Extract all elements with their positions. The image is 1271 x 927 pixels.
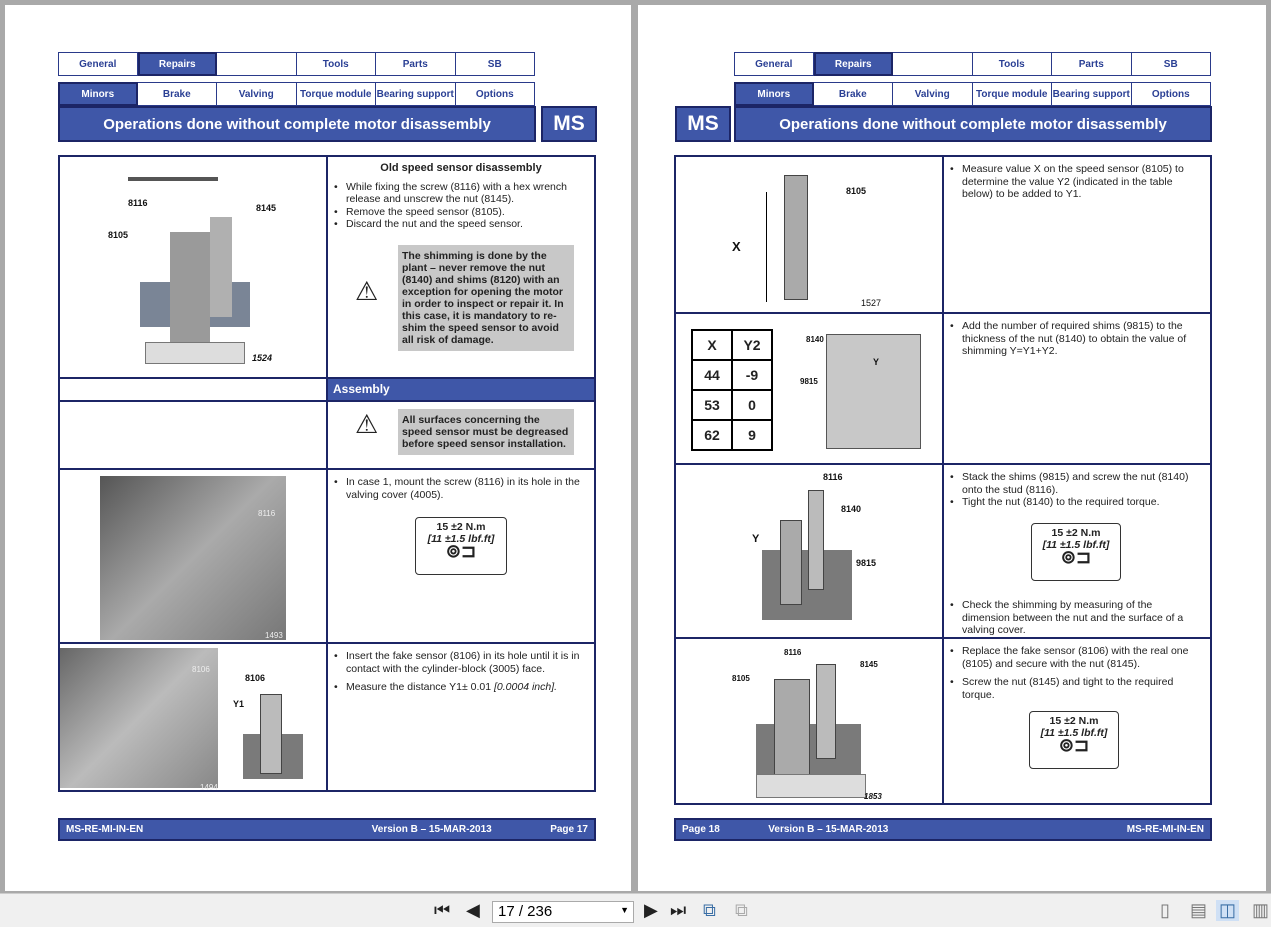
step: • Check the shimming by measuring of the dimension between the nut and the surface of a valving cover. — [950, 599, 1202, 637]
figure-number: 1524 — [252, 353, 273, 363]
tab-repairs[interactable]: Repairs — [814, 52, 894, 76]
table-header: Y2 — [732, 330, 772, 360]
torque-spec — [1031, 523, 1121, 581]
page-footer — [674, 818, 1212, 841]
figure-cell-4 — [674, 637, 944, 805]
tab-general[interactable]: General — [734, 52, 814, 76]
table-cell: 44 — [692, 360, 732, 390]
callout-8106: 8106 — [192, 665, 210, 674]
step-text: Measure the distance Y1± 0.01 — [346, 681, 492, 693]
base-drawing — [756, 774, 866, 798]
torque-value: 15 ±2 N.m — [1049, 715, 1099, 727]
text-cell-2 — [326, 400, 596, 470]
warning-note: The shimming is done by the plant – never remove the nut (8140) and shims (8120) with an exception for opening the motor in order to inspect or repair it. In this case, it is mandatory to re-shim the speed sensor to avoid all risk of damage. — [398, 245, 574, 351]
figure-cell-1 — [58, 155, 328, 379]
figure-number: 1527 — [861, 298, 882, 308]
doc-code: MS-RE-MI-IN-EN — [66, 824, 144, 835]
shim-table — [691, 329, 773, 451]
warning-hand-icon: ⚠ — [355, 276, 379, 306]
page-title: Operations done without complete motor disassembly — [734, 106, 1212, 142]
two-page-continuous-icon[interactable]: ▥ — [1252, 900, 1270, 920]
step: • Discard the nut and the speed sensor. — [334, 218, 586, 231]
tab-empty — [217, 52, 297, 76]
tab-parts[interactable]: Parts — [1052, 52, 1132, 76]
wrench-icon: ⊚⊐ — [1060, 547, 1092, 567]
step-unit: [0.0004 inch]. — [494, 681, 558, 693]
callout-8145: 8145 — [860, 660, 878, 669]
screw-drawing — [210, 217, 232, 317]
continuous-view-icon[interactable]: ▤ — [1190, 900, 1208, 920]
two-page-view-icon[interactable]: ◫ — [1216, 900, 1239, 921]
right-page — [638, 5, 1266, 891]
warning-note: All surfaces concerning the speed sensor must be degreased before speed sensor installation. — [398, 409, 574, 455]
tab-minors[interactable]: Minors — [58, 82, 138, 106]
step: • In case 1, mount the screw (8116) in its hole in the valving cover (4005). — [334, 476, 586, 501]
tab-torque-module[interactable]: Torque module — [973, 82, 1053, 106]
figure-number: 1853 — [864, 792, 882, 801]
figure-number: 1494 — [200, 783, 218, 792]
tab-valving[interactable]: Valving — [893, 82, 973, 106]
next-page-icon[interactable]: ▶ — [644, 900, 658, 920]
callout-8116: 8116 — [258, 509, 276, 518]
tab-brake[interactable]: Brake — [138, 82, 218, 106]
torque-value: 15 ±2 N.m — [436, 521, 486, 533]
text-cell-4 — [326, 642, 596, 792]
step: • Screw the nut (8145) and tight to the required torque. — [950, 676, 1202, 701]
callout-8105: 8105 — [108, 230, 129, 240]
wrench-icon: ⊚⊐ — [1058, 735, 1090, 755]
figure-cell-2 — [674, 312, 944, 465]
section-badge: MS — [675, 106, 731, 142]
tab-options[interactable]: Options — [456, 82, 536, 106]
plate-drawing — [762, 550, 852, 620]
tab-sb[interactable]: SB — [456, 52, 536, 76]
page-title: Operations done without complete motor disassembly — [58, 106, 536, 142]
wrench-icon: ⊚⊐ — [445, 541, 477, 561]
dropdown-arrow-icon[interactable]: ▼ — [620, 905, 629, 915]
nav-row-2 — [58, 82, 535, 106]
table-header: X — [692, 330, 732, 360]
fake-sensor-drawing — [260, 694, 282, 774]
hex-wrench-drawing — [128, 177, 218, 181]
callout-8140: 8140 — [841, 504, 862, 514]
step: • Measure value X on the speed sensor (8105) to determine the value Y2 (indicated in the table below) to be added to Y1. — [950, 163, 1202, 201]
tab-sb[interactable]: SB — [1132, 52, 1212, 76]
text-cell-1 — [942, 155, 1212, 314]
go-forward-icon[interactable]: ⧉ — [735, 900, 748, 920]
valving-cover-photo — [100, 476, 286, 640]
text-cell-2 — [942, 312, 1212, 465]
tab-valving[interactable]: Valving — [217, 82, 297, 106]
empty-cell — [58, 400, 328, 470]
tab-empty — [893, 52, 973, 76]
torque-spec — [415, 517, 507, 575]
callout-8145: 8145 — [256, 203, 277, 213]
callout-8116: 8116 — [128, 198, 148, 208]
table-cell: 53 — [692, 390, 732, 420]
dimension-y: Y — [873, 357, 880, 367]
torque-value: 15 ±2 N.m — [1051, 527, 1101, 539]
assembly-header: Assembly — [326, 377, 596, 402]
doc-version: Version B – 15-MAR-2013 — [371, 824, 492, 835]
torque-spec — [1029, 711, 1119, 769]
stud-drawing — [808, 490, 824, 590]
base-drawing — [145, 342, 245, 364]
left-page — [5, 5, 631, 891]
figure-cell-1 — [674, 155, 944, 314]
text-cell-1 — [326, 155, 596, 379]
step: • Add the number of required shims (9815) to the thickness of the nut (8140) to obtain the value of shimming Y=Y1+Y2. — [950, 320, 1202, 358]
last-page-icon[interactable]: ⏭ — [670, 900, 687, 920]
go-back-icon[interactable]: ⧉ — [703, 900, 716, 920]
step: • Tight the nut (8140) to the required torque. — [950, 496, 1202, 509]
page-number: Page 17 — [550, 824, 588, 835]
empty-cell — [58, 377, 328, 402]
doc-code: MS-RE-MI-IN-EN — [1126, 824, 1204, 835]
viewer-toolbar — [0, 893, 1271, 927]
nav-row-1 — [734, 52, 1211, 76]
dimension-y: Y — [752, 533, 760, 545]
screw-drawing — [816, 664, 836, 759]
table-cell: 62 — [692, 420, 732, 450]
previous-page-icon[interactable]: ◀ — [466, 900, 480, 920]
fake-sensor-drawing — [780, 520, 802, 605]
text-cell-3 — [942, 463, 1212, 639]
figure-cell-3 — [674, 463, 944, 639]
callout-8106: 8106 — [245, 673, 266, 683]
page-number: Page 18 — [682, 824, 720, 835]
tab-bearing-support[interactable]: Bearing support — [376, 82, 456, 106]
tab-tools[interactable]: Tools — [973, 52, 1053, 76]
tab-bearing-support[interactable]: Bearing support — [1052, 82, 1132, 106]
callout-8105: 8105 — [732, 674, 750, 683]
step: • Stack the shims (9815) and screw the nut (8140) onto the stud (8116). — [950, 471, 1202, 496]
page-footer — [58, 818, 596, 841]
figure-cell-2 — [58, 468, 328, 644]
speed-sensor-drawing — [784, 175, 808, 300]
step: • Remove the speed sensor (8105). — [334, 206, 586, 219]
callout-9815: 9815 — [800, 377, 818, 386]
torque-imperial: [11 ±1.5 lbf.ft] — [1042, 539, 1110, 551]
step: • Replace the fake sensor (8106) with the real one (8105) and secure with the nut (8145). — [950, 645, 1202, 670]
sensor-drawing — [774, 679, 810, 784]
figure-cell-3 — [58, 642, 328, 792]
page-number-value: 17 / 236 — [498, 903, 553, 920]
tab-torque-module[interactable]: Torque module — [297, 82, 377, 106]
warning-hand-icon: ⚠ — [355, 409, 379, 439]
callout-9815: 9815 — [856, 558, 877, 568]
page-number-input[interactable] — [492, 901, 634, 923]
tab-general[interactable]: General — [58, 52, 138, 76]
text-cell-4 — [942, 637, 1212, 805]
dimension-line — [766, 192, 767, 302]
first-page-icon[interactable]: ⏮ — [434, 900, 451, 920]
single-page-view-icon[interactable]: ▯ — [1160, 900, 1170, 920]
tab-minors[interactable]: Minors — [734, 82, 814, 106]
tab-parts[interactable]: Parts — [376, 52, 456, 76]
callout-8116: 8116 — [823, 472, 843, 482]
tab-options[interactable]: Options — [1132, 82, 1212, 106]
callout-8140: 8140 — [806, 335, 824, 344]
text-cell-3 — [326, 468, 596, 644]
step: • Insert the fake sensor (8106) in its hole until it is in contact with the cylinder-block (3005) face. — [334, 650, 586, 675]
callout-8116: 8116 — [784, 648, 802, 657]
table-cell: 9 — [732, 420, 772, 450]
caliper-drawing — [826, 334, 921, 449]
tab-repairs[interactable]: Repairs — [138, 52, 218, 76]
torque-imperial: [11 ±1.5 lbf.ft] — [1040, 727, 1108, 739]
tab-tools[interactable]: Tools — [297, 52, 377, 76]
torque-imperial: [11 ±1.5 lbf.ft] — [427, 533, 495, 545]
step: • While fixing the screw (8116) with a hex wrench release and unscrew the nut (8145). — [334, 181, 586, 206]
step — [334, 681, 586, 694]
table-cell: -9 — [732, 360, 772, 390]
callout-8105: 8105 — [846, 186, 867, 196]
dimension-y1: Y1 — [233, 699, 245, 709]
section-badge: MS — [541, 106, 597, 142]
sensor-drawing — [170, 232, 210, 342]
tab-brake[interactable]: Brake — [814, 82, 894, 106]
doc-version: Version B – 15-MAR-2013 — [768, 824, 889, 835]
nav-row-1 — [58, 52, 535, 76]
section-heading: Old speed sensor disassembly — [380, 162, 542, 174]
table-cell: 0 — [732, 390, 772, 420]
nav-row-2 — [734, 82, 1211, 106]
dimension-x: X — [732, 239, 741, 254]
figure-number: 1493 — [265, 631, 283, 640]
